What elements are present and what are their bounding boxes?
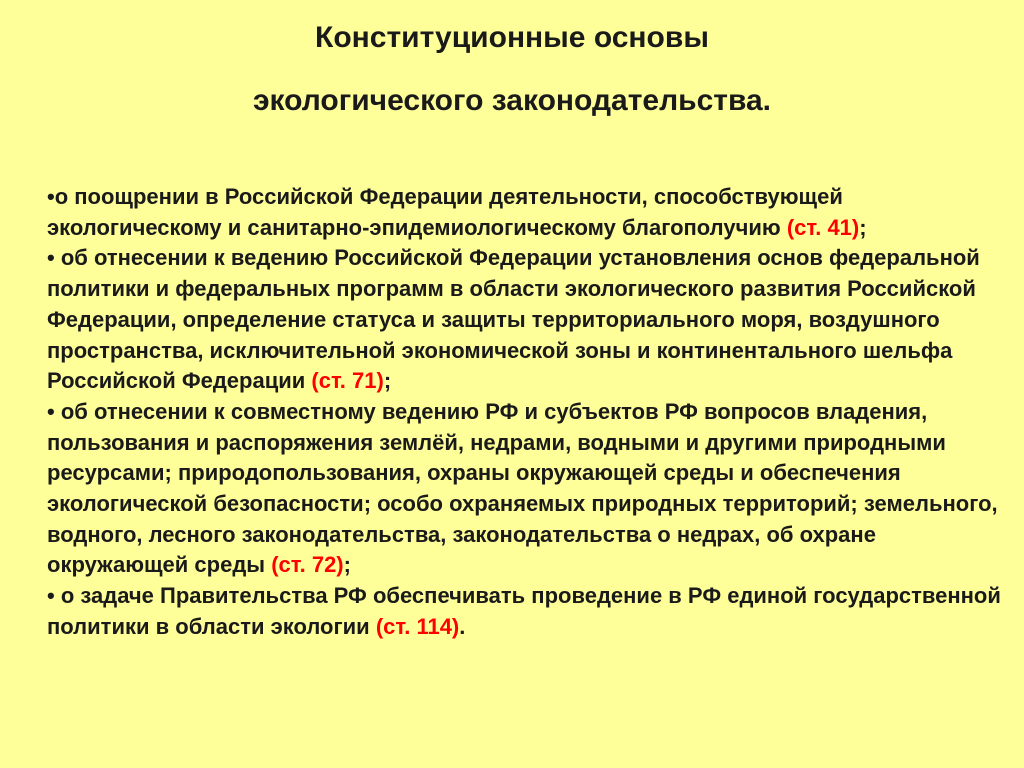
article-reference: (ст. 114) bbox=[375, 613, 460, 639]
slide-title-line-1: Конституционные основы bbox=[315, 21, 709, 54]
bullet-item-st41 bbox=[47, 182, 1007, 243]
bullet-punctuation: ; bbox=[859, 214, 867, 240]
bullet-punctuation: ; bbox=[383, 368, 392, 394]
bullet-marker: • bbox=[47, 245, 61, 271]
bullet-list bbox=[47, 182, 1007, 643]
bullet-text: об отнесении к совместному ведению РФ и субъектов РФ вопросов владения, пользования и распоряжения землёй, недрами, водными и другими природными ресурсами; природопользования, охраны окружающей среды и обеспечения экологической безопасности; особо охраняемых природных территорий; земельного, водного, лесного законодательства, законодательства о недрах, об охране окружающей среды bbox=[47, 398, 998, 578]
bullet-marker: • bbox=[47, 398, 61, 424]
bullet-text: о поощрении в Российской Федерации деятельности, способствующей экологическому и санитарно-эпидемиологическому благополучию bbox=[47, 184, 843, 240]
slide-title-line-2: экологического законодательства. bbox=[252, 84, 772, 117]
bullet-punctuation: ; bbox=[343, 552, 351, 578]
bullet-marker: • bbox=[47, 583, 61, 609]
bullet-punctuation: . bbox=[459, 613, 466, 639]
bullet-text: об отнесении к ведению Российской Федерации установления основ федеральной политики и федеральных программ в области экологического развития Российской Федерации, определение статуса и защиты территориального моря, воздушного пространства, исключительной экономической зоны и континентального шельфа Российской Федерации bbox=[47, 245, 980, 394]
bullet-marker: • bbox=[47, 184, 55, 209]
bullet-item-st72 bbox=[47, 397, 1007, 581]
article-reference: (ст. 71) bbox=[311, 368, 384, 394]
bullet-item-st71 bbox=[47, 243, 1007, 397]
article-reference: (ст. 41) bbox=[786, 214, 860, 240]
bullet-item-st114 bbox=[47, 581, 1007, 642]
article-reference: (ст. 72) bbox=[271, 552, 344, 578]
bullet-text: о задаче Правительства РФ обеспечивать проведение в РФ единой государственной политики в области экологии bbox=[47, 583, 1001, 639]
